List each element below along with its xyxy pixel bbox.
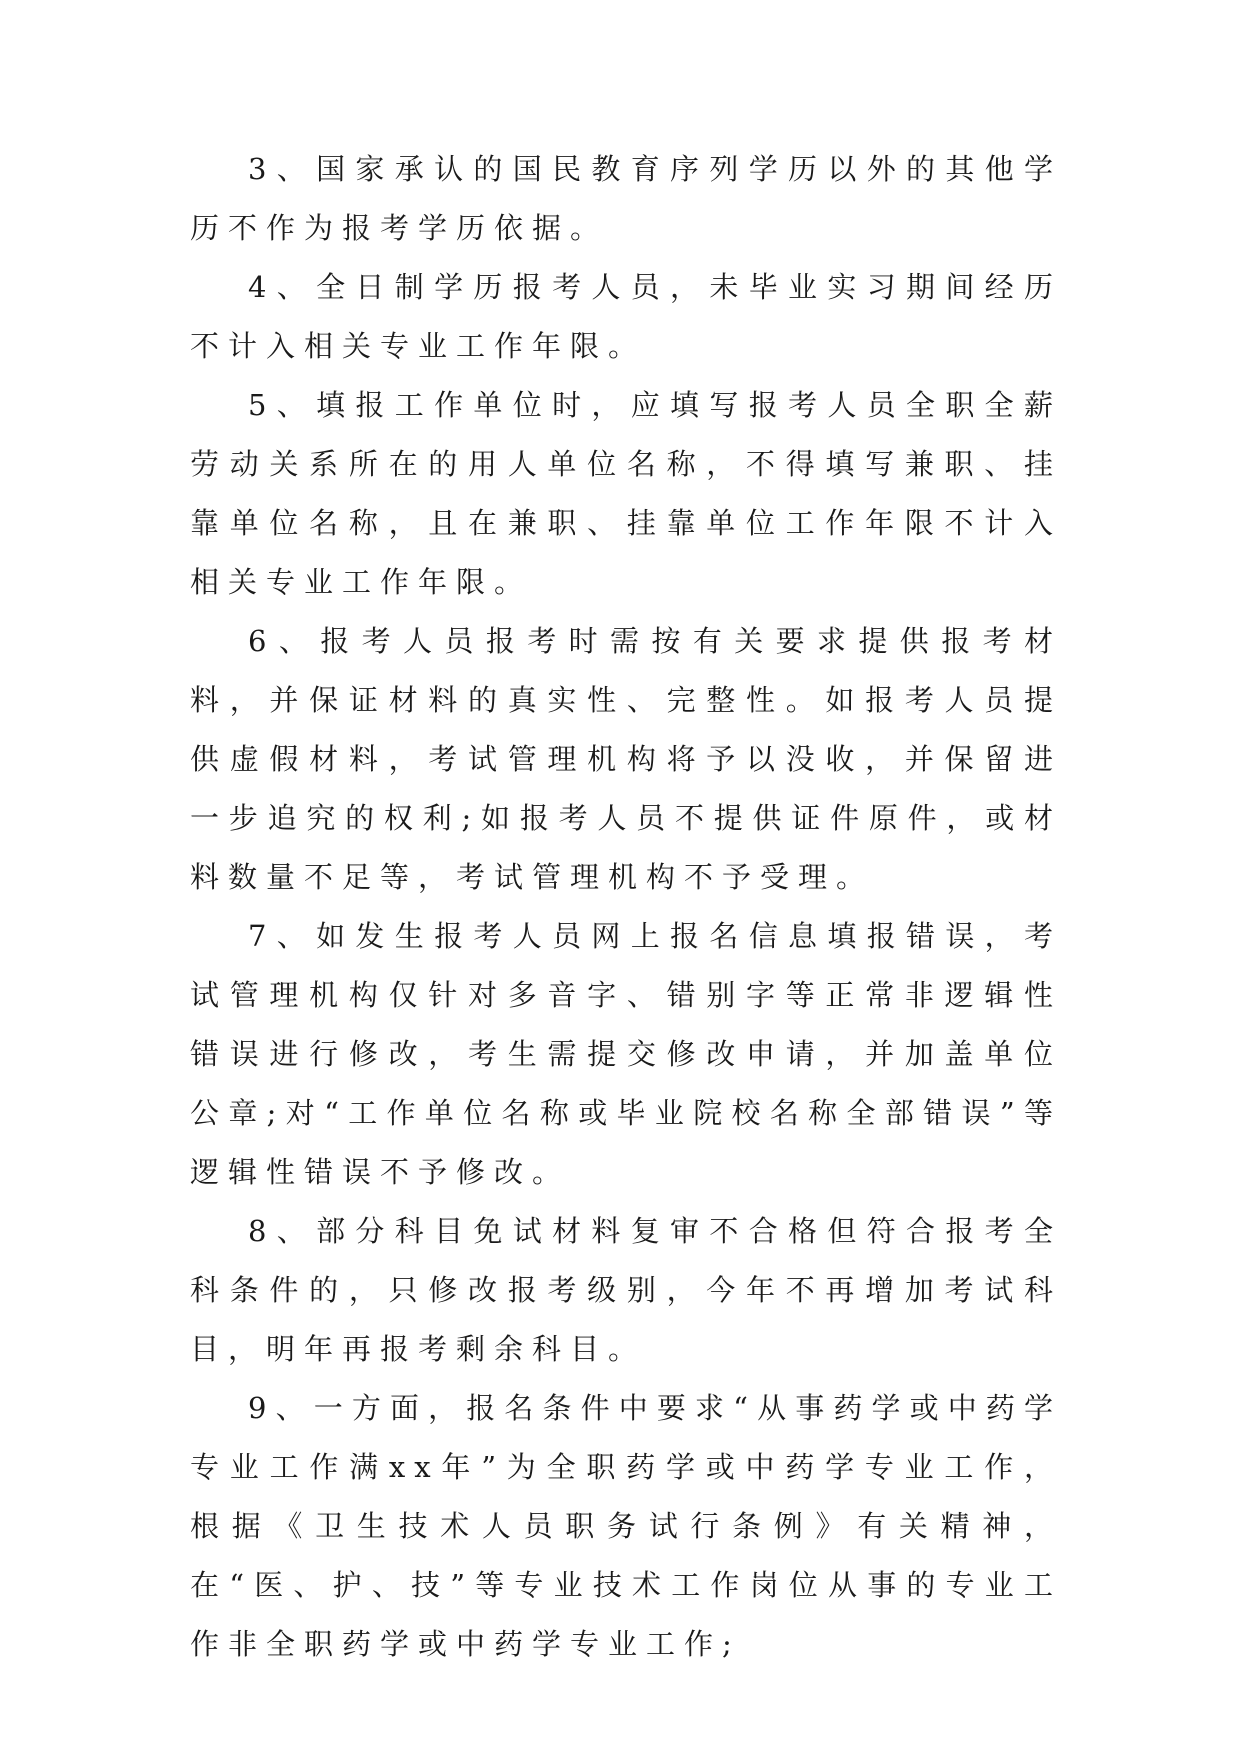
paragraph-item-4: 4、全日制学历报考人员，未毕业实习期间经历不计入相关专业工作年限。 [190,270,1062,363]
paragraph-item-3: 3、国家承认的国民教育序列学历以外的其他学历不作为报考学历依据。 [190,152,1062,245]
paragraph-item-8: 8、部分科目免试材料复审不合格但符合报考全科条件的，只修改报考级别，今年不再增加考试科目，明年再报考剩余科目。 [190,1214,1062,1366]
paragraph-item-9: 9、一方面，报名条件中要求“从事药学或中药学专业工作满xx年”为全职药学或中药学专业工作，根据《卫生技术人员职务试行条例》有关精神，在“医、护、技”等专业技术工作岗位从事的专业工作非全职药学或中药学专业工作; [190,1391,1062,1661]
paragraph-item-5: 5、填报工作单位时，应填写报考人员全职全薪劳动关系所在的用人单位名称，不得填写兼职、挂靠单位名称，且在兼职、挂靠单位工作年限不计入相关专业工作年限。 [190,388,1062,599]
document-body [190,140,1062,1674]
paragraph-item-7: 7、如发生报考人员网上报名信息填报错误，考试管理机构仅针对多音字、错别字等正常非逻辑性错误进行修改，考生需提交修改申请，并加盖单位公章;对“工作单位名称或毕业院校名称全部错误”等逻辑性错误不予修改。 [190,919,1062,1189]
paragraph-item-6: 6、报考人员报考时需按有关要求提供报考材料，并保证材料的真实性、完整性。如报考人员提供虚假材料，考试管理机构将予以没收，并保留进一步追究的权利;如报考人员不提供证件原件，或材料数量不足等，考试管理机构不予受理。 [190,624,1062,894]
